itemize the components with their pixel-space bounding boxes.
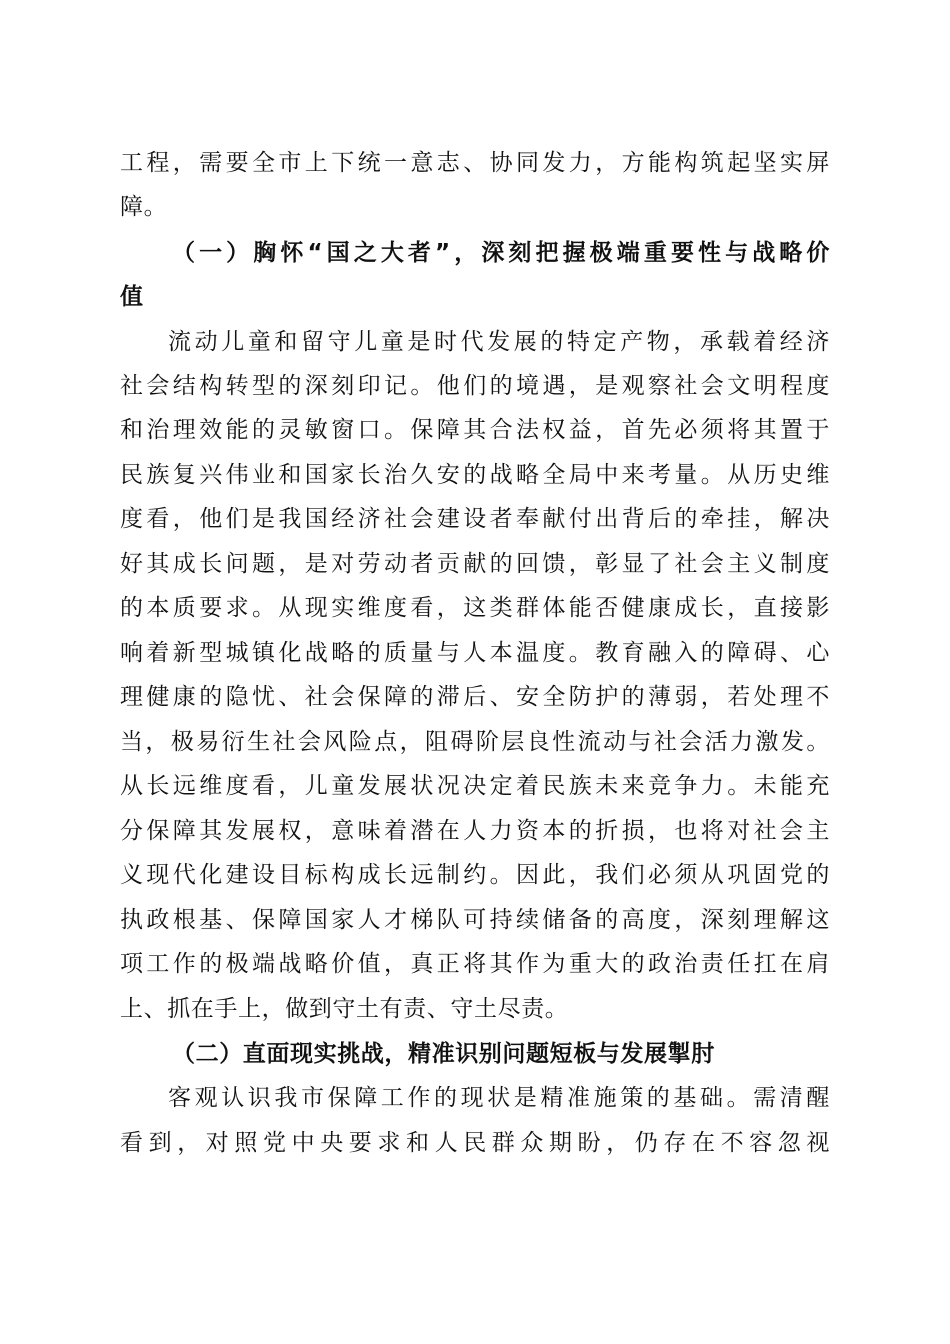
body-line: 分保障其发展权，意味着潜在人力资本的折损，也将对社会主 [120,818,830,844]
body-line: 民族复兴伟业和国家长治久安的战略全局中来考量。从历史维 [120,462,830,488]
body-line: 社会结构转型的深刻印记。他们的境遇，是观察社会文明程度 [120,373,830,399]
body-line: 从长远维度看，儿童发展状况决定着民族未来竞争力。未能充 [120,773,830,799]
body-line: 当，极易衍生社会风险点，阻碍阶层良性流动与社会活力激发。 [120,729,830,755]
body-line: 和治理效能的灵敏窗口。保障其合法权益，首先必须将其置于 [120,417,830,443]
body-line: 障。 [120,194,168,220]
body-line: 上、抓在手上，做到守土有责、守土尽责。 [120,996,569,1022]
body-line: 响着新型城镇化战略的质量与人本温度。教育融入的障碍、心 [120,640,830,666]
body-line: 义现代化建设目标构成长远制约。因此，我们必须从巩固党的 [120,862,830,888]
paragraph-first-line: 客观认识我市保障工作的现状是精准施策的基础。需清醒 [168,1085,830,1111]
body-line: 工程，需要全市上下统一意志、协同发力，方能构筑起坚实屏 [120,150,830,176]
body-line: 好其成长问题，是对劳动者贡献的回馈，彰显了社会主义制度 [120,551,830,577]
paragraph-first-line: 流动儿童和留守儿童是时代发展的特定产物，承载着经济 [168,329,830,355]
body-line: 度看，他们是我国经济社会建设者奉献付出背后的牵挂，解决 [120,506,830,532]
body-line: 看到，对照党中央要求和人民群众期盼，仍存在不容忽视 [120,1130,830,1156]
section-heading-1: （一）胸怀“国之大者”，深刻把握极端重要性与战略价 [172,240,830,266]
section-heading-2: （二）直面现实挑战，精准识别问题短板与发展掣肘 [172,1041,715,1067]
body-line: 执政根基、保障国家人才梯队可持续储备的高度，深刻理解这 [120,907,830,933]
body-line: 理健康的隐忧、社会保障的滞后、安全防护的薄弱，若处理不 [120,684,830,710]
section-heading-1-continuation: 值 [120,284,144,310]
body-line: 的本质要求。从现实维度看，这类群体能否健康成长，直接影 [120,595,830,621]
body-line: 项工作的极端战略价值，真正将其作为重大的政治责任扛在肩 [120,951,830,977]
